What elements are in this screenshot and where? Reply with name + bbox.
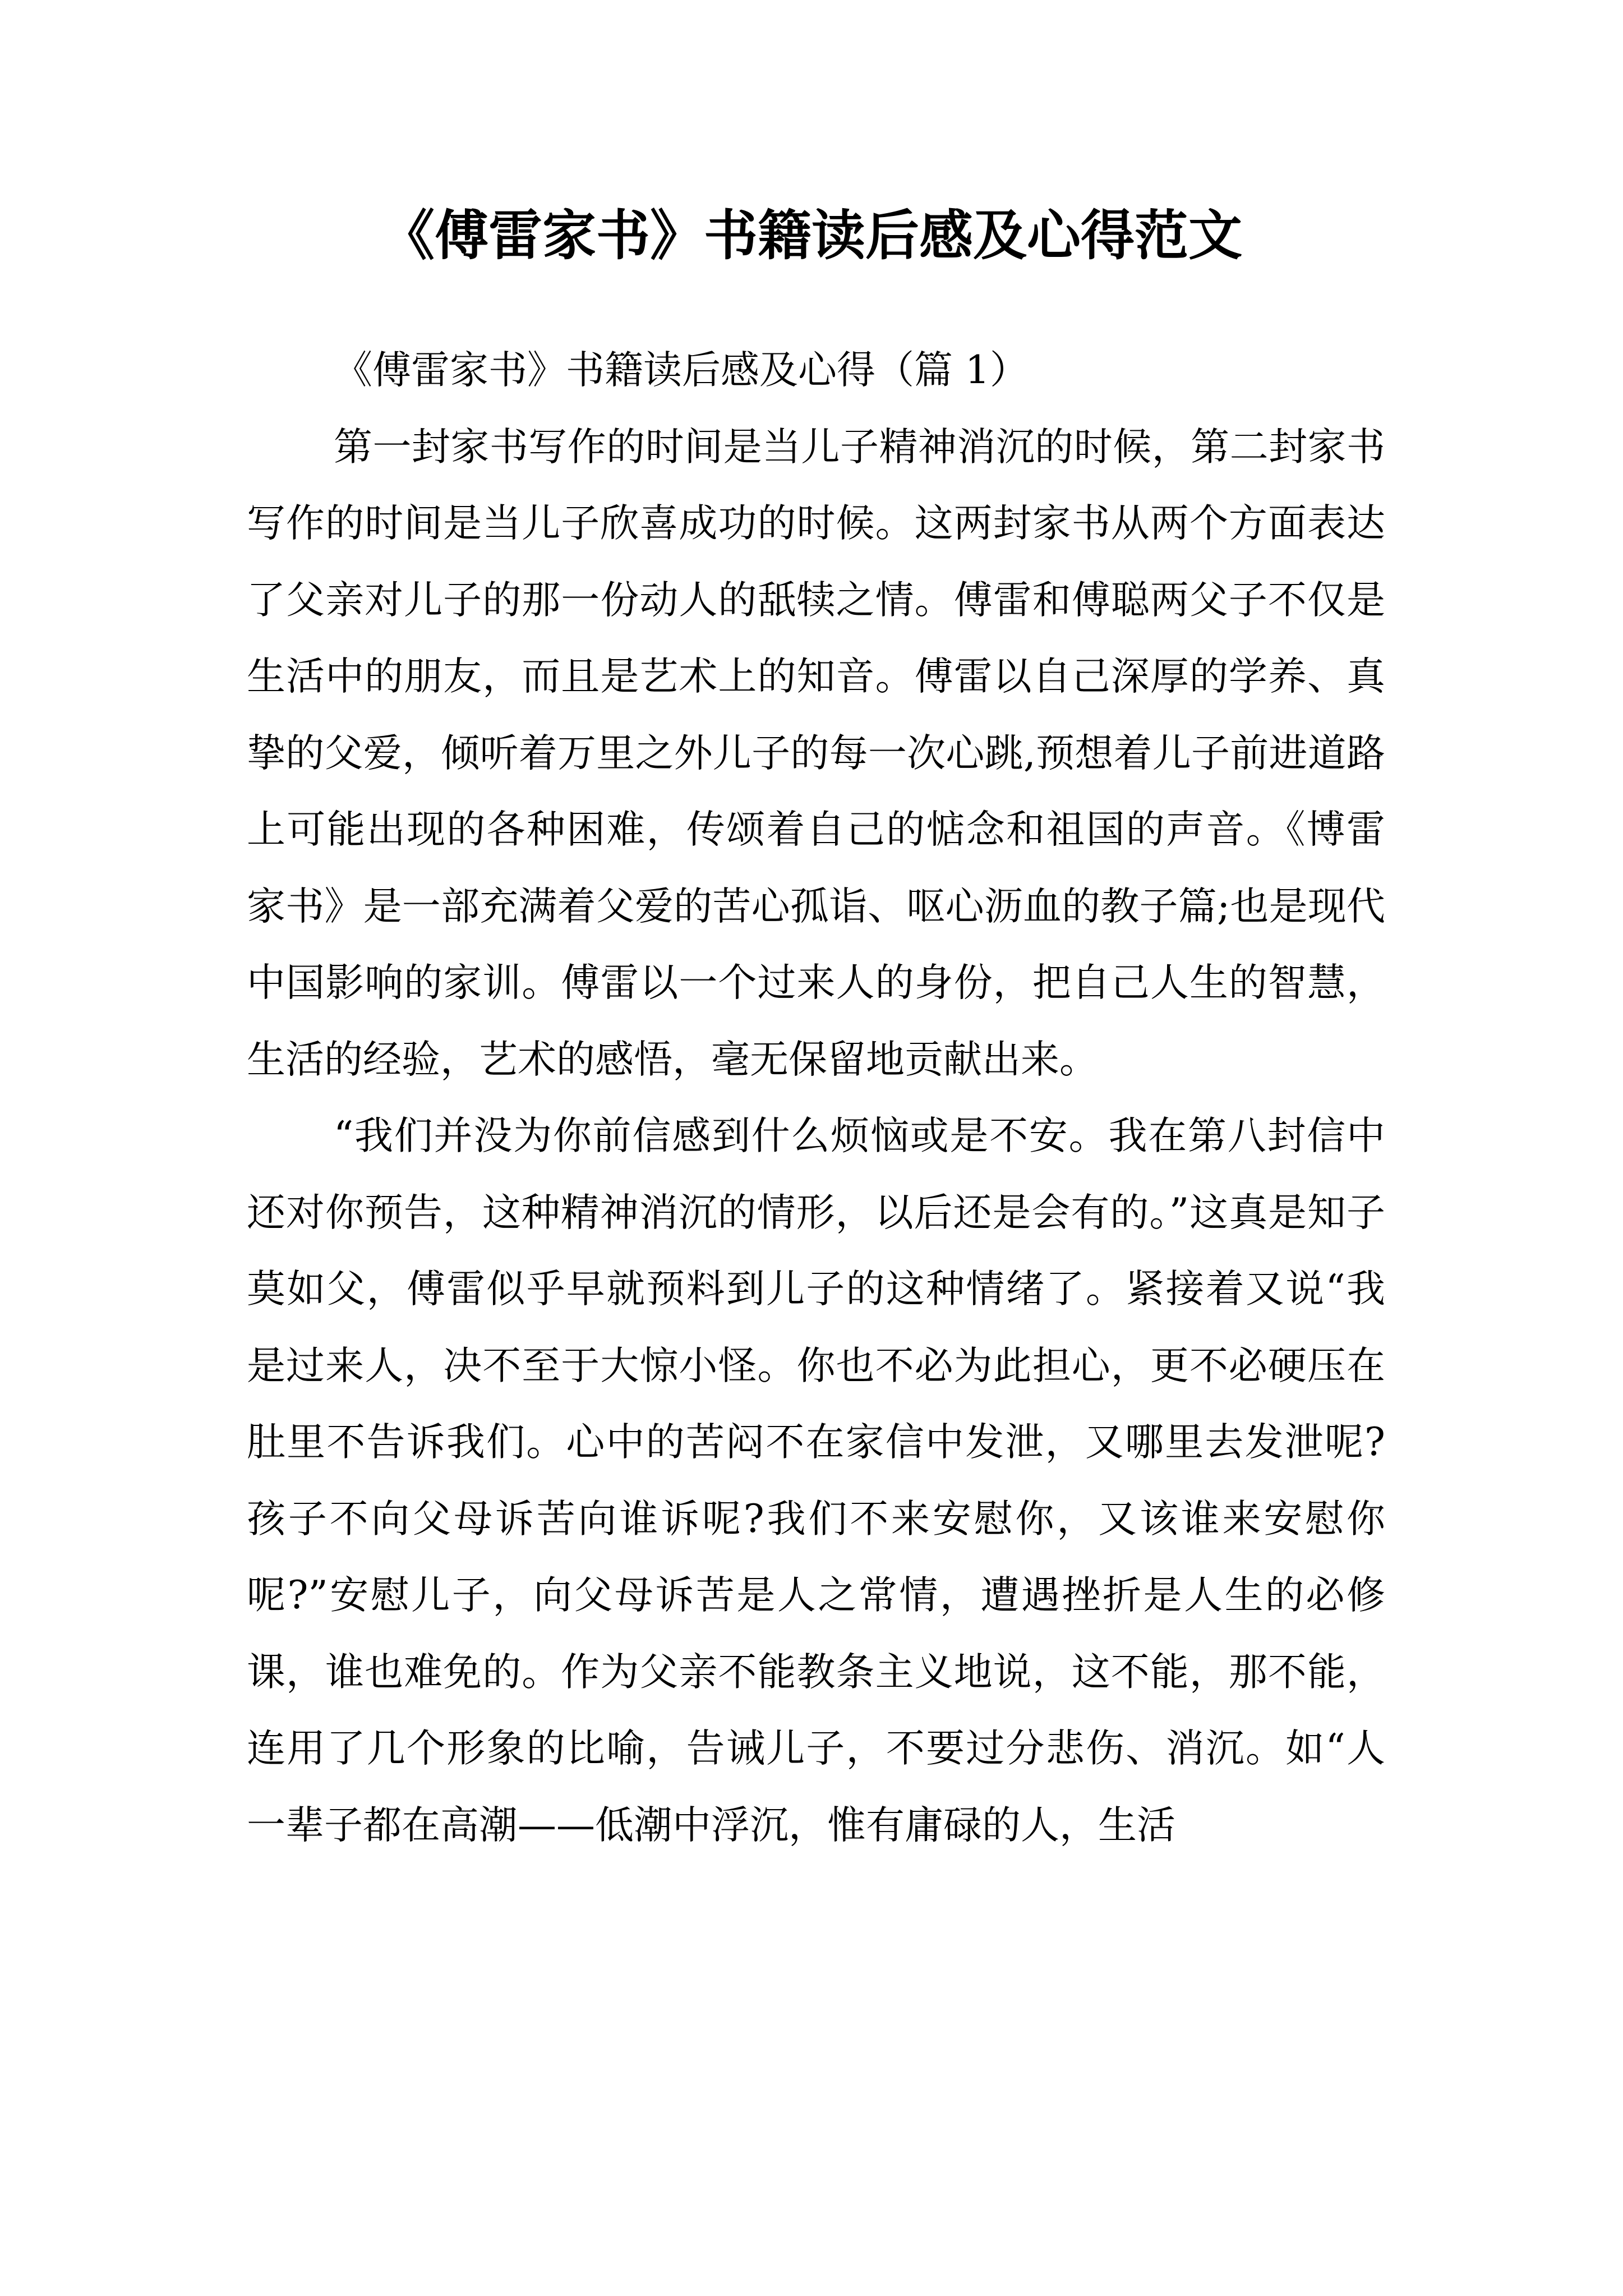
document-title: 《傅雷家书》书籍读后感及心得范文: [381, 204, 1242, 267]
body-paragraph: 第一封家书写作的时间是当儿子精神消沉的时候，第二封家书写作的时间是当儿子欣喜成功的时候。这两封家书从两个方面表达了父亲对儿子的那一份动人的舐犊之情。傅雷和傅聪两父子不仅是生活中的朋友，而且是艺术上的知音。傅雷以自己深厚的学养、真挚的父爱，倾听着万里之外儿子的每一次心跳,预想着儿子前进道路上可能出现的各种困难，传颂着自己的惦念和祖国的声音。《博雷家书》是一部充满着父爱的苦心孤诣、呕心沥血的教子篇;也是现代中国影响的家训。傅雷以一个过来人的身份，把自己人生的智慧，生活的经验，艺术的感悟，毫无保留地贡献出来。: [247, 424, 1385, 1082]
body-paragraph: “我们并没为你前信感到什么烦恼或是不安。我在第八封信中还对你预告，这种精神消沉的情形，以后还是会有的。”这真是知子莫如父，傅雷似乎早就预料到儿子的这种情绪了。紧接着又说“我是过来人，决不至于大惊小怪。你也不必为此担心，更不必硬压在肚里不告诉我们。心中的苦闷不在家信中发泄，又哪里去发泄呢?孩子不向父母诉苦向谁诉呢?我们不来安慰你，又该谁来安慰你呢?”安慰儿子，向父母诉苦是人之常情，遭遇挫折是人生的必修课，谁也难免的。作为父亲不能教条主义地说，这不能，那不能，连用了几个形象的比喻，告诫儿子，不要过分悲伤、消沉。如“人一辈子都在高潮——低潮中浮沉，惟有庸碌的人，生活: [247, 1114, 1385, 1848]
document-body: [247, 332, 1385, 1864]
section-heading: 《傅雷家书》书籍读后感及心得（篇 1）: [334, 348, 1029, 393]
